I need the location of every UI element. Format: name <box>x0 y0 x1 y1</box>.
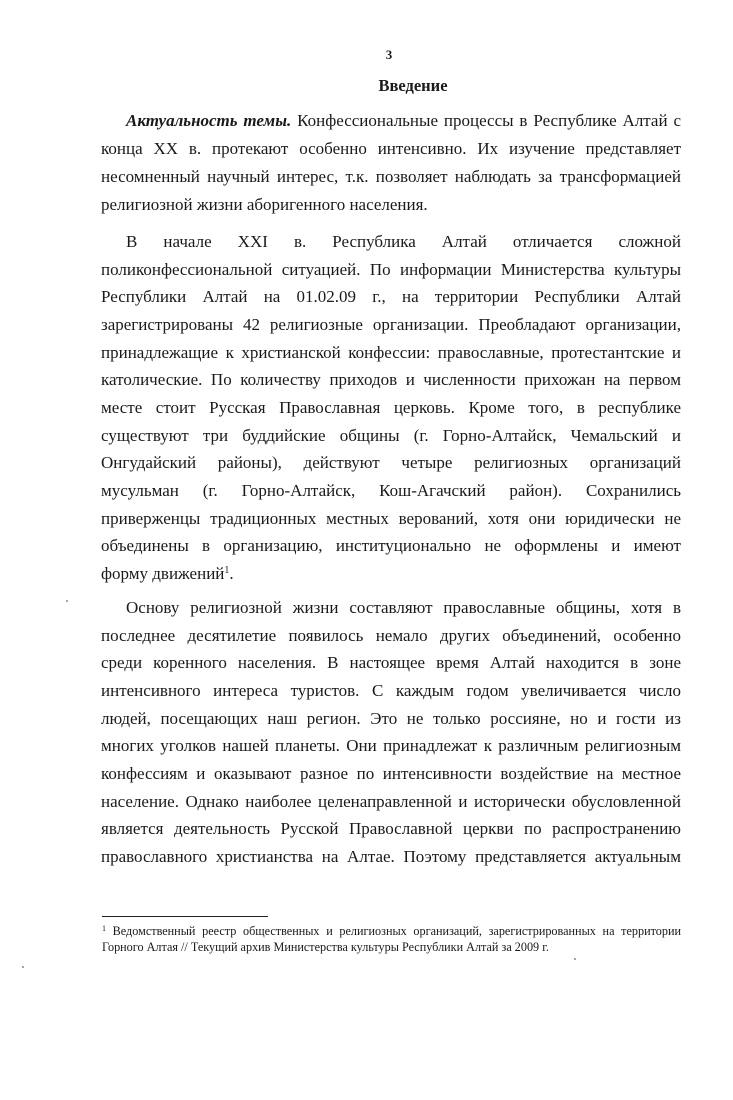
paragraph-line: интенсивного интереса туристов. С каждым годом увеличивается число <box>101 681 681 700</box>
paragraph-line: форму движений$^1$. <box>101 564 234 583</box>
paragraph-line: Республики Алтай на 01.02.09 г., на территории Республики Алтай <box>101 287 681 306</box>
paragraph-line: конца XX в. протекают особенно интенсивно. Их изучение представляет <box>101 139 681 158</box>
paragraph-line: принадлежащие к христианской конфессии: православные, протестантские и <box>101 343 681 362</box>
paragraph-line: месте стоит Русская Православная церковь. Кроме того, в республике <box>101 398 681 417</box>
paragraph-line: Актуальность темы. Конфессиональные процессы в Республике Алтай с <box>126 111 682 130</box>
paragraph-line: католические. По количеству приходов и численности прихожан на первом <box>101 370 681 389</box>
paragraph-line: Основу религиозной жизни составляют православные общины, хотя в <box>126 598 681 617</box>
paragraph-line: конфессиям и оказывают разное по интенсивности воздействие на местное <box>101 764 681 783</box>
paragraph-line: православного христианства на Алтае. Поэтому представляется актуальным <box>101 847 681 866</box>
paragraph-line: многих уголков нашей планеты. Они принадлежат к различным религиозным <box>101 736 681 755</box>
paragraph-lead: Актуальность темы. <box>126 111 292 130</box>
footnote-reference[interactable]: 1 <box>224 565 230 576</box>
paragraph-line: В начале XXI в. Республика Алтай отличается сложной <box>126 232 681 251</box>
paragraph-line: население. Однако наиболее целенаправленной и исторически обусловленной <box>101 792 681 811</box>
footnote-line: Горного Алтая // Текущий архив Министерства культуры Республики Алтай за 2009 г. <box>102 940 549 954</box>
footnote-separator <box>102 916 268 917</box>
section-title: Введение <box>378 76 448 95</box>
paragraph-line: зарегистрированы 42 религиозные организации. Преобладают организации, <box>101 315 681 334</box>
paragraph-line: поликонфессиональной ситуацией. По информации Министерства культуры <box>101 260 681 279</box>
paragraph-line: среди коренного населения. В настоящее время Алтай находится в зоне <box>101 653 681 672</box>
paragraph-line: существуют три буддийские общины (г. Горно-Алтайск, Чемальский и <box>101 426 681 445</box>
scan-speck <box>66 600 68 602</box>
footnote-marker: 1 <box>102 924 106 933</box>
paragraph-line: религиозной жизни аборигенного населения. <box>101 195 428 214</box>
paragraph-line: несомненный научный интерес, т.к. позволяет наблюдать за трансформацией <box>101 167 681 186</box>
paragraph-line: Онгудайский районы), действуют четыре религиозных организаций <box>101 453 681 472</box>
page-number: 3 <box>385 47 393 62</box>
scan-speck <box>22 966 24 968</box>
footnote-line: $^1$ Ведомственный реестр общественных и религиозных организаций, зарегистрированных на территории <box>102 924 681 938</box>
paragraph-line: объединены в организацию, институционально не оформлены и имеют <box>101 536 681 555</box>
paragraph-line: мусульман (г. Горно-Алтайск, Кош-Агачский район). Сохранились <box>101 481 681 500</box>
paragraph-line: приверженцы традиционных местных верований, хотя они юридически не <box>101 509 681 528</box>
paragraph-line: является деятельность Русской Православной церкви по распространению <box>101 819 681 838</box>
paragraph-line: людей, посещающих наш регион. Это не только россияне, но и гости из <box>101 709 681 728</box>
scan-speck <box>574 958 576 960</box>
paragraph-line: последнее десятилетие появилось немало других объединений, особенно <box>101 626 681 645</box>
